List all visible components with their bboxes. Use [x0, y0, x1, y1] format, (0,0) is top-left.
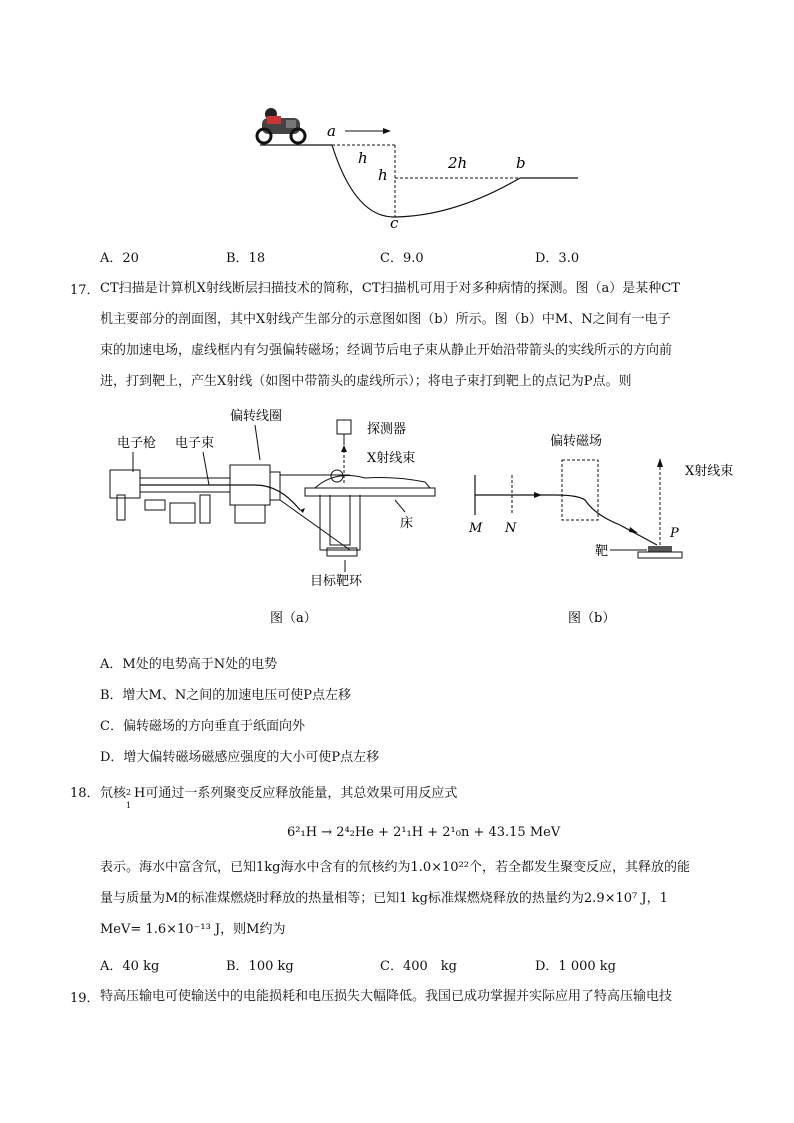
label-h1: h — [358, 149, 368, 167]
label-b: b — [516, 154, 526, 172]
fig-b-label-xray-beam: X射线束 — [685, 464, 734, 479]
fig-a-label-deflection-coil: 偏转线圈 — [230, 409, 283, 424]
q18-option-d[interactable]: D．1 000 kg — [535, 959, 616, 974]
fig-a-label-electron-gun: 电子枪 — [117, 436, 157, 451]
q16-option-a[interactable]: A．20 — [100, 251, 139, 266]
fig-a-label-xray-beam: X射线束 — [367, 451, 416, 466]
q18-line-1: 氘核 2 1 H可通过一系列聚变反应释放能量，其总效果可用反应式 — [100, 786, 458, 810]
q19-number: 19． — [70, 991, 100, 1006]
label-h2: h — [378, 166, 388, 184]
q18-number: 18． — [70, 786, 100, 801]
q18-option-b[interactable]: B．100 kg — [226, 959, 294, 974]
q17-option-d[interactable]: D．增大偏转磁场磁感应强度的大小可使P点左移 — [100, 750, 380, 765]
q19-line-1: 特高压输电可使输送中的电能损耗和电压损失大幅降低。我国已成功掌握并实际应用了特高压输电技 — [100, 989, 673, 1004]
q17-line-3: 束的加速电场，虚线框内有匀强偏转磁场；经调节后电子束从静止开始沿带箭头的实线所示的方向前 — [100, 343, 673, 358]
q17-line-1: CT扫描是计算机X射线断层扫描技术的简称，CT扫描机可用于对多种病情的探测。图（a）是某种CT — [100, 281, 680, 296]
fig-a-label-target-ring: 目标靶环 — [310, 574, 363, 589]
q18-option-c[interactable]: C．400 kg — [380, 959, 457, 974]
fig-a-label-bed: 床 — [400, 516, 414, 531]
q16-option-b[interactable]: B．18 — [226, 251, 266, 266]
figure-a-ct-machine — [105, 400, 445, 630]
figure-motorcycle-track — [240, 100, 600, 240]
q18-line-3: 量与质量为M的标准煤燃烧时释放的热量相等；已知1 kg标准煤燃烧释放的热量约为2.9×10⁷ J，1 — [100, 891, 668, 906]
fig-b-label-m: M — [469, 521, 483, 536]
q18-line-4: MeV= 1.6×10⁻¹³ J，则M约为 — [100, 922, 286, 937]
q18-line1-post: H可通过一系列聚变反应释放能量，其总效果可用反应式 — [134, 786, 458, 801]
q16-option-d[interactable]: D．3.0 — [535, 251, 580, 266]
q17-line-4: 进，打到靶上，产生X射线（如图中带箭头的虚线所示）；将电子束打到靶上的点记为P点。则 — [100, 374, 632, 389]
q17-option-a[interactable]: A．M处的电势高于N处的电势 — [100, 657, 278, 672]
fig-b-label-deflection-field: 偏转磁场 — [550, 434, 603, 449]
q17-option-c[interactable]: C．偏转磁场的方向垂直于纸面向外 — [100, 719, 305, 734]
fig-b-label-target: 靶 — [595, 544, 609, 559]
q18-option-a[interactable]: A．40 kg — [100, 959, 160, 974]
label-2h: 2h — [448, 154, 468, 172]
fig-b-label-p: P — [670, 526, 679, 541]
fig-a-label-electron-beam: 电子束 — [175, 436, 215, 451]
label-a: a — [327, 122, 336, 140]
q16-option-c[interactable]: C．9.0 — [380, 251, 424, 266]
fig-a-caption: 图（a） — [270, 611, 317, 626]
motorcycle-icon — [257, 108, 305, 143]
q17-number: 17． — [70, 283, 100, 298]
q17-option-b[interactable]: B．增大M、N之间的加速电压可使P点左移 — [100, 688, 351, 703]
fig-b-caption: 图（b） — [568, 611, 616, 626]
q18-line-2: 表示。海水中富含氘，已知1kg海水中含有的氘核约为1.0×10²²个，若全都发生聚变反应，其释放的能 — [100, 860, 691, 875]
q18-equation: 6²₁H → 2⁴₂He + 2¹₁H + 2¹₀n + 43.15 MeV — [287, 825, 561, 840]
fig-a-label-detector: 探测器 — [367, 422, 407, 437]
q17-line-2: 机主要部分的剖面图，其中X射线产生部分的示意图如图（b）所示。图（b）中M、N之间有一电子 — [100, 312, 671, 327]
figure-b-xray-schematic — [460, 400, 750, 630]
label-c: c — [390, 214, 399, 232]
q18-line1-pre: 氘核 — [100, 786, 127, 801]
fig-b-label-n: N — [505, 521, 517, 536]
